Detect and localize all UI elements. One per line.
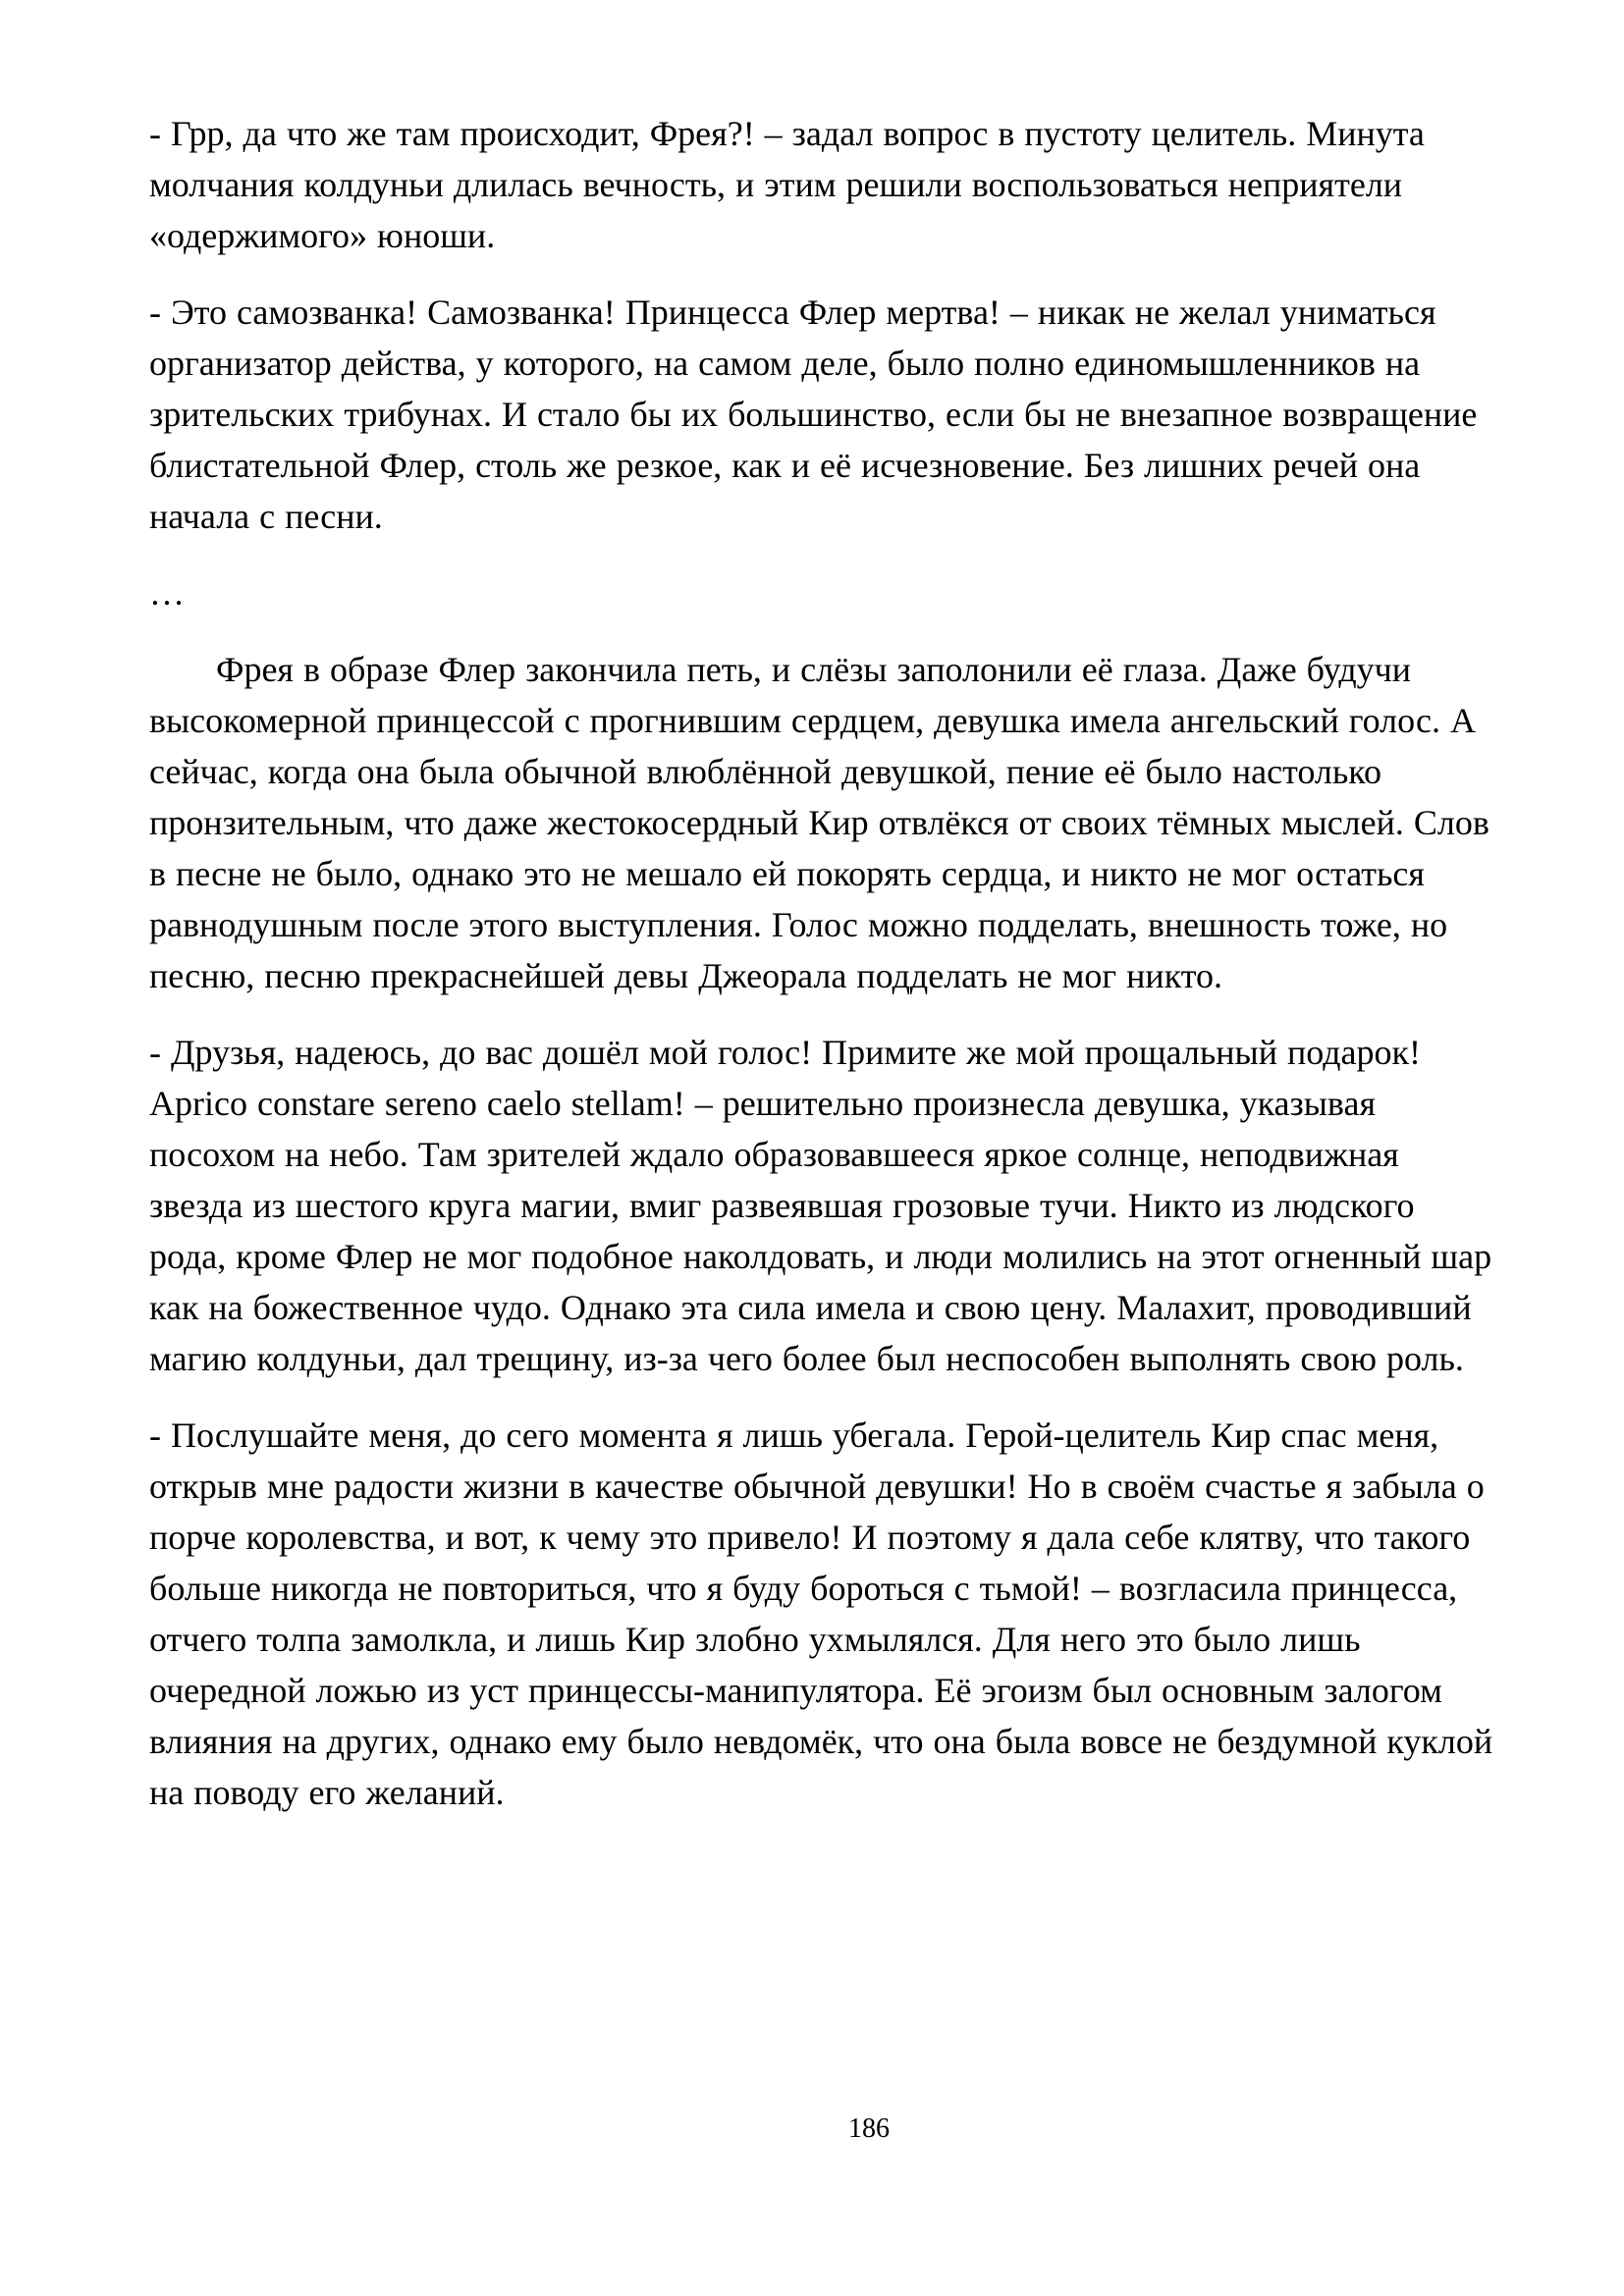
paragraph-dialogue-4: - Послушайте меня, до сего момента я лишь убегала. Герой-целитель Кир спас меня, открыв мне радости жизни в качестве обычной девушки! Но в своём счастье я забыла о порче королевства, и вот, к чему это привело! И поэтому я дала себе клятву, что такого больше никогда не повториться, что я буду бороться с тьмой! – возгласила принцесса, отчего толпа замолкла, и лишь Кир злобно ухмылялся. Для него это было лишь очередной ложью из уст принцессы-манипулятора. Её эгоизм был основным залогом влияния на других, однако ему было невдомёк, что она была вовсе не бездумной куклой на поводу его желаний. [149,1415,1493,1812]
page-number: 186 [848,2113,890,2144]
paragraph-narrative: Фрея в образе Флер закончила петь, и слёзы заполонили её глаза. Даже будучи высокомерной принцессой с прогнившим сердцем, девушка имела ангельский голос. А сейчас, когда она была обычной влюблённой девушкой, пение её было настолько пронзительным, что даже жестокосердный Кир отвлёкся от своих тёмных мыслей. Слов в песне не было, однако это не мешало ей покорять сердца, и никто не мог остаться равнодушным после этого выступления. Голос можно подделать, внешность тоже, но песню, песню прекраснейшей девы Джеорала подделать не мог никто. [149,650,1489,995]
paragraph-ellipsis-separator: … [149,573,185,613]
paragraph-dialogue-3: - Друзья, надеюсь, до вас дошёл мой голос! Примите же мой прощальный подарок! Aprico constare sereno caelo stellam! – решительно произнесла девушка, указывая посохом на небо. Там зрителей ждало образовавшееся яркое солнце, неподвижная звезда из шестого круга магии, вмиг развеявшая грозовые тучи. Никто из людского рода, кроме Флер не мог подобное наколдовать, и люди молились на этот огненный шар как на божественное чудо. Однако эта сила имела и свою цену. Малахит, проводивший магию колдуньи, дал трещину, из-за чего более был неспособен выполнять свою роль. [149,1033,1492,1378]
paragraph-dialogue-2: - Это самозванка! Самозванка! Принцесса Флер мертва! – никак не желал униматься организатор действа, у которого, на самом деле, было полно единомышленников на зрительских трибунах. И стало бы их большинство, если бы не внезапное возвращение блистательной Флер, столь же резкое, как и её исчезновение. Без лишних речей она начала с песни. [149,293,1478,536]
text-block [149,108,1494,1843]
paragraph-dialogue-1: - Грр, да что же там происходит, Фрея?! – задал вопрос в пустоту целитель. Минута молчания колдуньи длилась вечность, и этим решили воспользоваться неприятели «одержимого» юноши. [149,114,1425,255]
